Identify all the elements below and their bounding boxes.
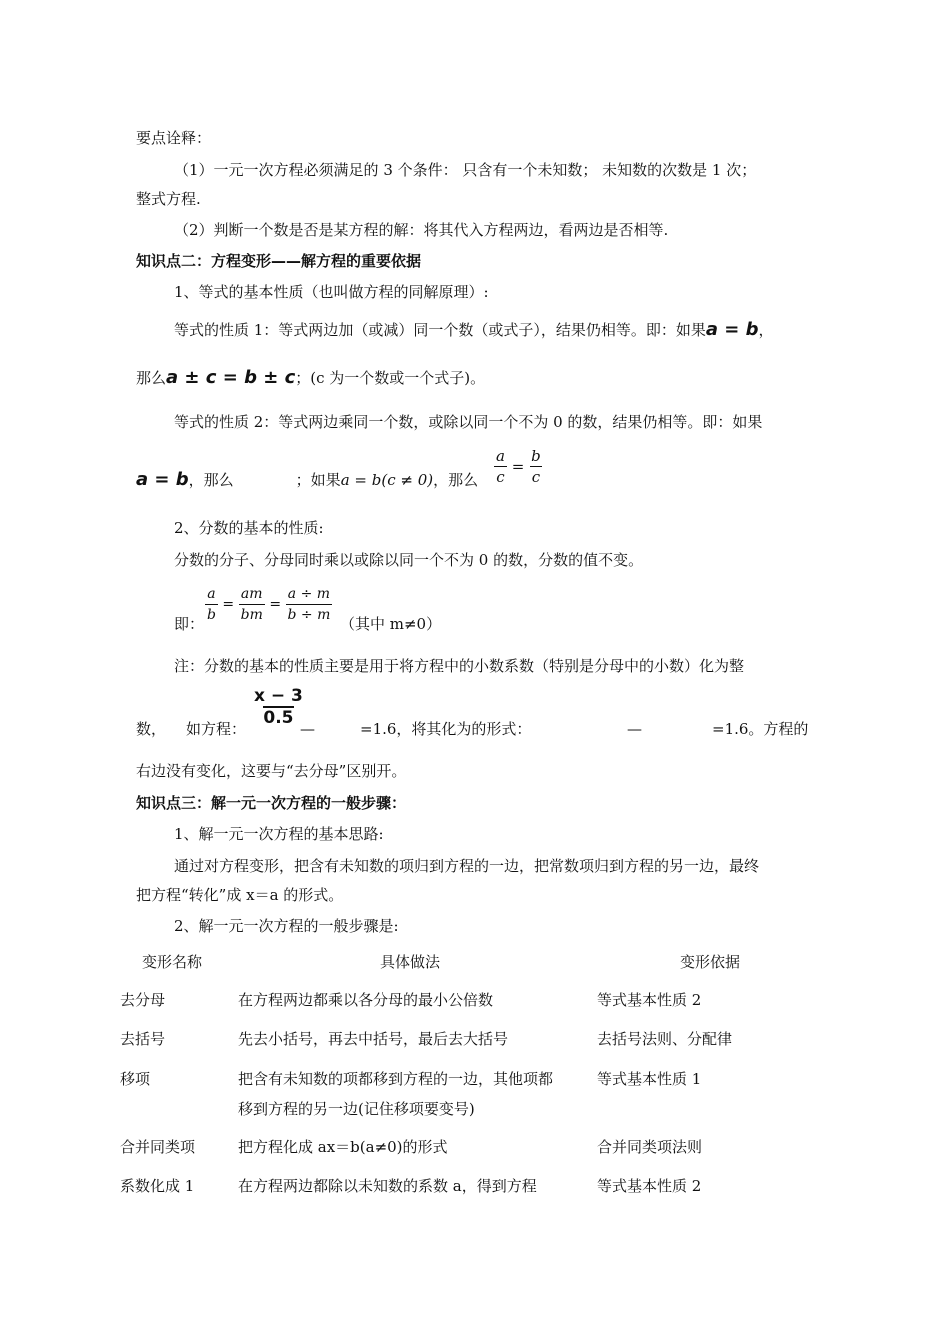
table-row-5-name: 系数化成 1 xyxy=(120,1177,195,1195)
fe-adm: a ÷ m xyxy=(287,586,331,602)
note-dash-2: — xyxy=(627,720,642,738)
fe-a: a xyxy=(207,586,216,602)
table-row-3-basis: 等式基本性质 1 xyxy=(597,1070,702,1088)
fraction-a-over-b xyxy=(205,584,218,625)
prop2-then-2: ，那么 xyxy=(433,471,479,489)
note-example-label: 如方程： xyxy=(186,720,247,738)
table-row-4-method: 把方程化成 ax＝b(a≠0)的形式 xyxy=(238,1138,448,1156)
table-row-3-method: 把含有未知数的项都移到方程的一边，其他项都 xyxy=(238,1070,554,1088)
prop2-then: ，那么 xyxy=(188,471,234,489)
note-eq-2: =1.6。方程的 xyxy=(712,720,809,738)
example-fraction xyxy=(254,686,303,728)
table-row-5-method: 在方程两边都除以未知数的系数 a，得到方程 xyxy=(238,1177,537,1195)
k3-item-2: 2、解一元一次方程的一般步骤是: xyxy=(174,917,399,935)
note-line-3: 右边没有变化，这要与“去分母”区别开。 xyxy=(136,762,407,780)
example-numerator: x − 3 xyxy=(254,686,303,706)
fraction-ji: 即： xyxy=(174,615,205,633)
prop2-line-1: 等式的性质 2：等式两边乘同一个数，或除以同一个不为 0 的数，结果仍相等。即：如果 xyxy=(174,413,763,431)
table-row-1-basis: 等式基本性质 2 xyxy=(597,991,702,1009)
note-1-line-1: （1）一元一次方程必须满足的 3 个条件： 只含有一个未知数； 未知数的次数是 1 次； xyxy=(174,161,757,179)
table-header-name: 变形名称 xyxy=(142,953,203,971)
idea-line-2: 把方程“转化”成 x＝a 的形式。 xyxy=(136,886,344,904)
prop2-condition-equation: a = b(c ≠ 0) xyxy=(340,471,434,489)
frac-den-c2: c xyxy=(531,468,541,486)
table-row-2-basis: 去括号法则、分配律 xyxy=(597,1030,733,1048)
prop1-line-2 xyxy=(136,368,485,388)
fraction-rule: 分数的分子、分母同时乘以或除以同一个不为 0 的数，分数的值不变。 xyxy=(174,551,644,569)
prop2-line-2 xyxy=(136,470,478,490)
frac-num-b: b xyxy=(531,447,541,465)
fraction-b-over-c xyxy=(529,446,543,487)
table-row-4-basis: 合并同类项法则 xyxy=(597,1138,703,1156)
fe-bdm: b ÷ m xyxy=(286,604,333,625)
prop1-comma: ， xyxy=(758,321,774,339)
k2-item-2: 2、分数的基本的性质: xyxy=(174,519,324,537)
prop1-then-equation: a ± c = b ± c xyxy=(166,367,296,388)
prop1-if-equation: a = b xyxy=(705,319,759,340)
table-header-method: 具体做法 xyxy=(380,953,441,971)
example-denominator: 0.5 xyxy=(263,708,294,728)
note-1-line-2: 整式方程. xyxy=(136,190,201,208)
section-2-heading: 知识点二：方程变形——解方程的重要依据 xyxy=(136,252,422,270)
prop2-if-equation: a = b xyxy=(136,469,189,490)
fraction-a-over-c xyxy=(494,446,507,487)
fe-am: am xyxy=(240,586,263,602)
table-row-2-name: 去括号 xyxy=(120,1030,166,1048)
table-row-2-method: 先去小括号，再去中括号，最后去大括号 xyxy=(238,1030,509,1048)
prop1-line-1 xyxy=(174,320,774,340)
frac-den-c: c xyxy=(496,468,505,486)
table-header-basis: 变形依据 xyxy=(680,953,741,971)
fraction-am-over-bm xyxy=(239,584,265,625)
k2-item-1: 1、等式的基本性质（也叫做方程的同解原理）: xyxy=(174,283,489,301)
note-shu: 数， xyxy=(136,720,167,738)
table-row-3-method-2: 移到方程的另一边(记住移项要变号) xyxy=(238,1100,475,1118)
table-row-1-name: 去分母 xyxy=(120,991,166,1009)
table-row-5-basis: 等式基本性质 2 xyxy=(597,1177,702,1195)
note-eq-1: =1.6，将其化为的形式： xyxy=(360,720,532,738)
prop1-then: 那么 xyxy=(136,369,167,387)
section-3-heading: 知识点三：解一元一次方程的一般步骤： xyxy=(136,794,407,812)
prop2-result-fraction: $\frac{a}{c}$ = $\frac{b}{c}$ xyxy=(496,447,541,486)
fraction-adivm-over-bdivm xyxy=(286,584,333,625)
table-row-1-method: 在方程两边都乘以各分母的最小公倍数 xyxy=(238,991,494,1009)
prop1-note: ；(c 为一个数或一个式子)。 xyxy=(295,369,486,387)
fe-bm: bm xyxy=(239,604,265,625)
fe-b: b xyxy=(205,604,218,625)
prop1-text: 等式的性质 1：等式两边加（或减）同一个数（或式子），结果仍相等。即：如果 xyxy=(174,321,706,339)
note-dash-1: — xyxy=(300,720,315,738)
note-line-1: 注：分数的基本的性质主要是用于将方程中的小数系数（特别是分母中的小数）化为整 xyxy=(174,657,745,675)
fraction-condition: （其中 m≠0） xyxy=(340,615,442,633)
frac-num-a: a xyxy=(496,447,505,465)
note-2: （2）判断一个数是否是某方程的解：将其代入方程两边，看两边是否相等. xyxy=(174,221,669,239)
notes-heading: 要点诠释： xyxy=(136,129,212,147)
fraction-equation: $\frac{a}{b}$ = $\frac{am}{bm}$ = $\frac{a \div m}{b \div m}$ xyxy=(207,586,331,623)
k3-item-1: 1、解一元一次方程的基本思路: xyxy=(174,825,384,843)
table-row-4-name: 合并同类项 xyxy=(120,1138,196,1156)
table-row-3-name: 移项 xyxy=(120,1070,151,1088)
prop2-if: ；如果 xyxy=(295,471,341,489)
idea-line-1: 通过对方程变形，把含有未知数的项归到方程的一边，把常数项归到方程的另一边，最终 xyxy=(174,857,760,875)
